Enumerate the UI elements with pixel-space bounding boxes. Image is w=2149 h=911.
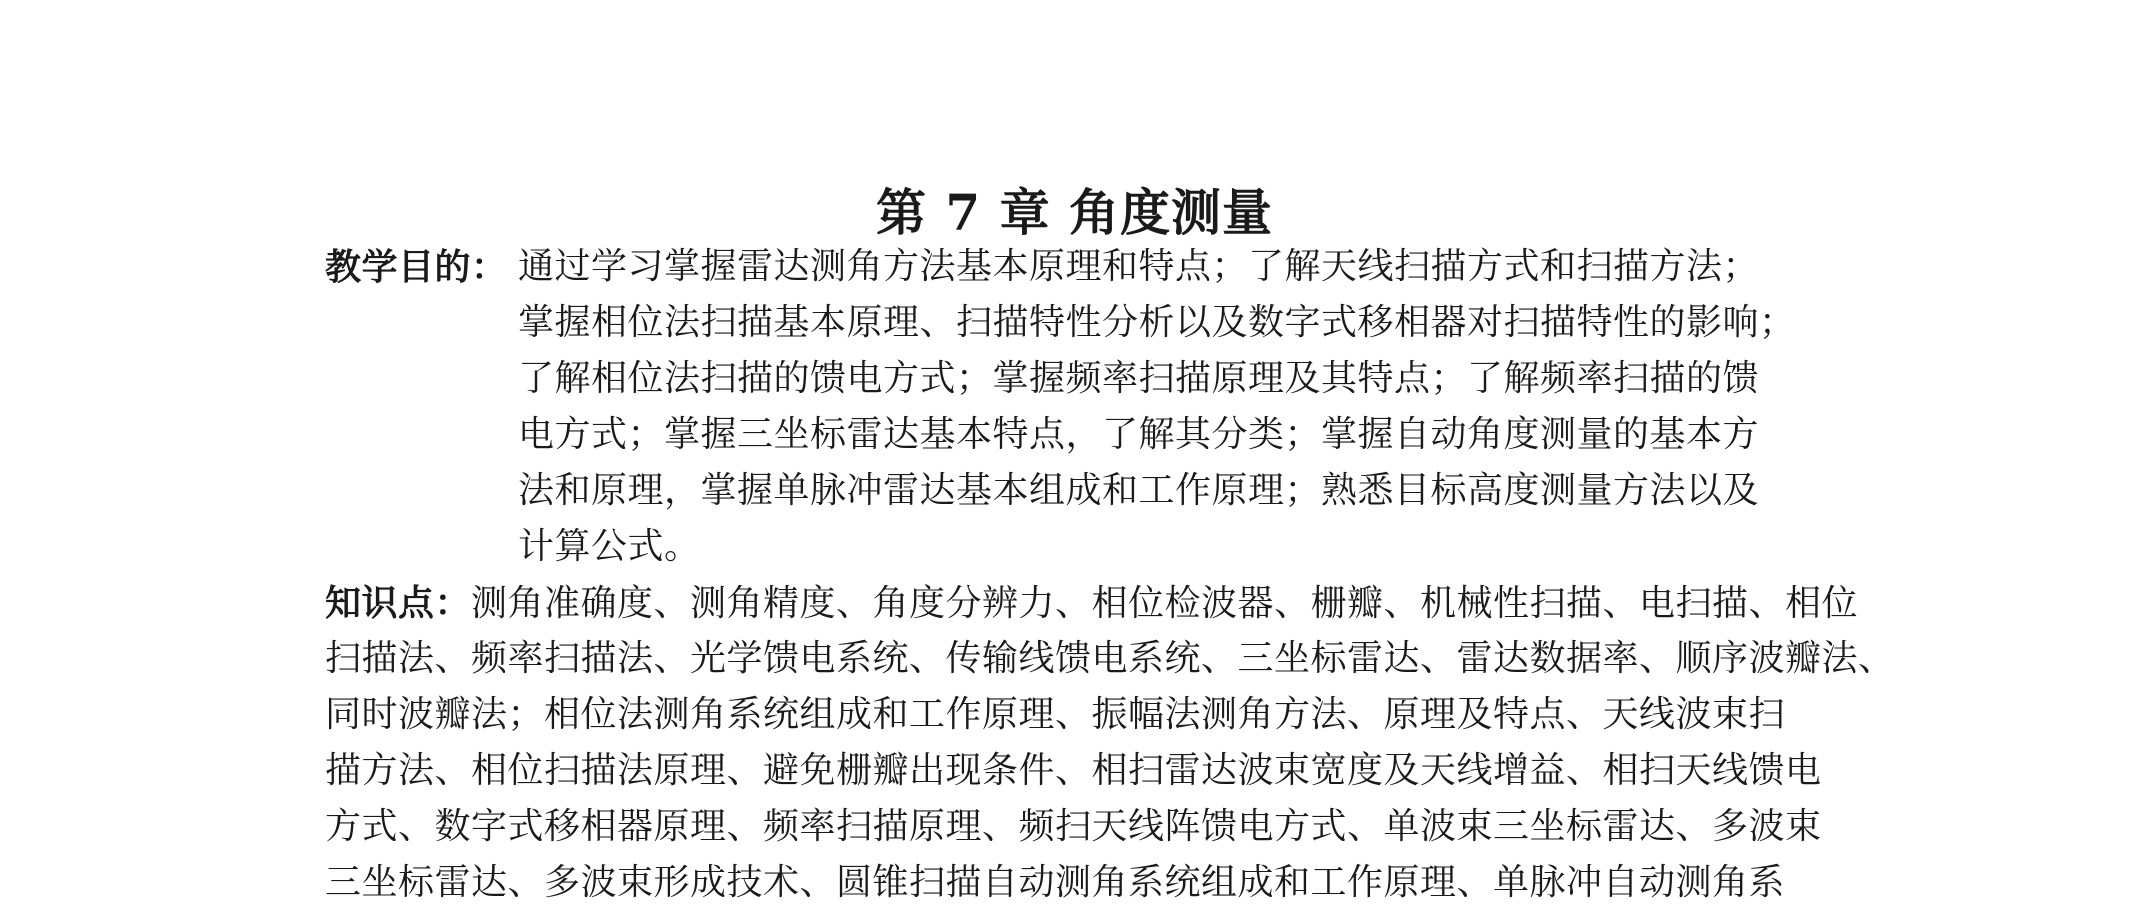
- knowledge-line: 描方法、相位扫描法原理、避免栅瓣出现条件、相扫雷达波束宽度及天线增益、相扫天线馈电: [325, 750, 1822, 791]
- knowledge-line: 方式、数字式移相器原理、频率扫描原理、频扫天线阵馈电方式、单波束三坐标雷达、多波束: [325, 806, 1822, 847]
- objective-line: 电方式；掌握三坐标雷达基本特点，了解其分类；掌握自动角度测量的基本方: [518, 414, 1760, 455]
- knowledge-label: 知识点：: [325, 582, 472, 624]
- knowledge-first-line: [325, 575, 1858, 632]
- objective-line: 法和原理，掌握单脉冲雷达基本组成和工作原理；熟悉目标高度测量方法以及: [518, 470, 1760, 511]
- knowledge-line: 三坐标雷达、多波束形成技术、圆锥扫描自动测角系统组成和工作原理、单脉冲自动测角系: [325, 862, 1786, 903]
- objective-line: 通过学习掌握雷达测角方法基本原理和特点；了解天线扫描方式和扫描方法；: [518, 246, 1760, 287]
- knowledge-line: 同时波瓣法；相位法测角系统组成和工作原理、振幅法测角方法、原理及特点、天线波束扫: [325, 694, 1786, 735]
- chapter-title: 第 7 章 角度测量: [875, 183, 1273, 242]
- objective-line: 掌握相位法扫描基本原理、扫描特性分析以及数字式移相器对扫描特性的影响；: [518, 302, 1796, 343]
- objective-line: 计算公式。: [518, 526, 701, 567]
- objective-label: 教学目的：: [325, 246, 508, 288]
- knowledge-line: 扫描法、频率扫描法、光学馈电系统、传输线馈电系统、三坐标雷达、雷达数据率、顺序波瓣法、: [325, 638, 1895, 679]
- objective-line: 了解相位法扫描的馈电方式；掌握频率扫描原理及其特点；了解频率扫描的馈: [518, 358, 1760, 399]
- knowledge-line: 测角准确度、测角精度、角度分辨力、相位检波器、栅瓣、机械性扫描、电扫描、相位: [471, 583, 1859, 624]
